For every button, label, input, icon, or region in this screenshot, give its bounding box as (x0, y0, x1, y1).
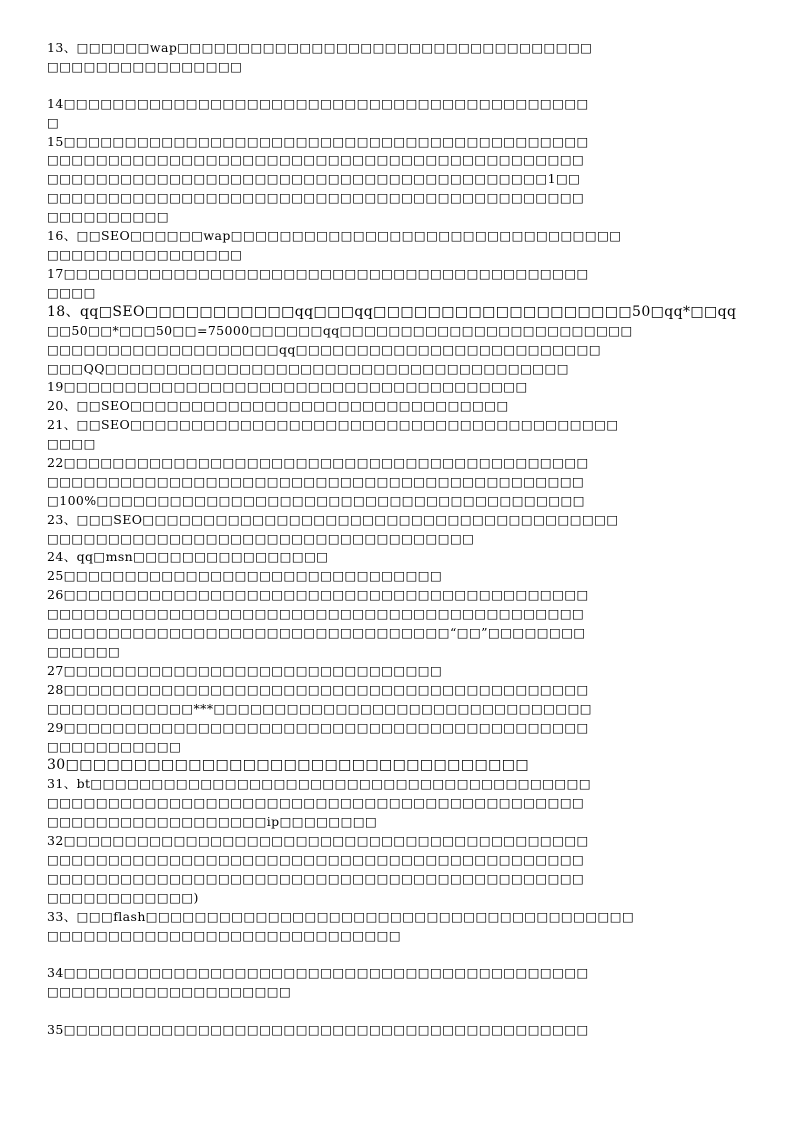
text-line: 24、qq□msn□□□□□□□□□□□□□□□□ (47, 549, 329, 564)
text-line: □□50□□*□□□50□□=75000□□□□□□qq□□□□□□□□□□□□□□□□□□□□□□□□ (47, 323, 633, 338)
text-line: 34□□□□□□□□□□□□□□□□□□□□□□□□□□□□□□□□□□□□□□□□□□□ (47, 965, 589, 980)
text-line: □□□□□□□□□□□□□□□□□□ip□□□□□□□□ (47, 814, 378, 829)
text-line: □□□QQ□□□□□□□□□□□□□□□□□□□□□□□□□□□□□□□□□□□□□□ (47, 361, 569, 376)
text-line: 25□□□□□□□□□□□□□□□□□□□□□□□□□□□□□□□ (47, 568, 443, 583)
text-line: □□□□□□□□□□□□***□□□□□□□□□□□□□□□□□□□□□□□□□□□□□□□ (47, 701, 592, 716)
text-line: 15□□□□□□□□□□□□□□□□□□□□□□□□□□□□□□□□□□□□□□□□□□□ (47, 134, 589, 149)
text-line: □□□□□□□□□□□□□□□□ (47, 59, 243, 74)
text-line: 29□□□□□□□□□□□□□□□□□□□□□□□□□□□□□□□□□□□□□□□□□□□ (47, 720, 589, 735)
text-line: □□□□ (47, 436, 96, 451)
text-line: □□□□□□□□□□□□□□□□ (47, 247, 243, 262)
text-line: □□□□□□□□□□□□□□□□□□□□□□□□□□□□□□□□□□□□□□□□□□□□ (47, 795, 585, 810)
text-line: □□□□□□□□□□□□□□□□□□□□□□□□□□□□□□□□□□□□□□□□□□□□ (47, 852, 585, 867)
text-line: □□□□□□□□□□□□□□□□□□□□□□□□□□□□□ (47, 928, 402, 943)
text-line: □□□□□□□□□□□□□□□□□□□□□□□□□□□□□□□□□□□□□□□□□□□□ (47, 474, 585, 489)
text-line: □□□□□□□□□□□□□□□□□□□□□□□□□□□□□□□□□□□□□□□□□□□□ (47, 190, 585, 205)
text-line: □□□□□□□□□□□□□□□□□□□□□□□□□□□□□□□□□“□□”□□□□□□□□ (47, 625, 586, 640)
text-line: 17□□□□□□□□□□□□□□□□□□□□□□□□□□□□□□□□□□□□□□□□□□□ (47, 266, 589, 281)
text-line: 16、□□SEO□□□□□□wap□□□□□□□□□□□□□□□□□□□□□□□□□□□□□□□□ (47, 228, 622, 243)
text-line: 18、qq□SEO□□□□□□□□□□□qq□□□qq□□□□□□□□□□□□□□□□□□□50□qq*□□qq (47, 304, 737, 320)
text-line: 14□□□□□□□□□□□□□□□□□□□□□□□□□□□□□□□□□□□□□□□□□□□ (47, 96, 589, 111)
text-line: 23、□□□SEO□□□□□□□□□□□□□□□□□□□□□□□□□□□□□□□□□□□□□□□ (47, 512, 619, 527)
text-line: 35□□□□□□□□□□□□□□□□□□□□□□□□□□□□□□□□□□□□□□□□□□□ (47, 1022, 589, 1037)
text-line: □□□□□□□□□□□□□□□□□□□qq□□□□□□□□□□□□□□□□□□□□□□□□□ (47, 342, 602, 357)
text-line: 27□□□□□□□□□□□□□□□□□□□□□□□□□□□□□□□ (47, 663, 443, 678)
text-line: □□□□□□□□□□□□□□□□□□□□□□□□□□□□□□□□□□□ (47, 531, 475, 546)
text-line: 22□□□□□□□□□□□□□□□□□□□□□□□□□□□□□□□□□□□□□□□□□□□ (47, 455, 589, 470)
text-line: □ (47, 115, 60, 130)
text-line: □□□□□□□□□□□□□□□□□□□□□□□□□□□□□□□□□□□□□□□□□□□□ (47, 871, 585, 886)
text-line: 32□□□□□□□□□□□□□□□□□□□□□□□□□□□□□□□□□□□□□□□□□□□ (47, 833, 589, 848)
text-line: □□□□□□□□□□□□□□□□□□□□□□□□□□□□□□□□□□□□□□□□□□□□ (47, 152, 585, 167)
text-line: 20、□□SEO□□□□□□□□□□□□□□□□□□□□□□□□□□□□□□□ (47, 398, 509, 413)
text-line: 21、□□SEO□□□□□□□□□□□□□□□□□□□□□□□□□□□□□□□□□□□□□□□□ (47, 417, 619, 432)
text-line: □□□□□□□□□□□□□□□□□□□□□□□□□□□□□□□□□□□□□□□□□1□□ (47, 171, 581, 186)
text-line: 30□□□□□□□□□□□□□□□□□□□□□□□□□□□□□□□□□□ (47, 757, 529, 773)
text-line: □□□□□□□□□□□□□□□□□□□□ (47, 984, 292, 999)
text-line: □□□□□□ (47, 644, 121, 659)
text-line: □100%□□□□□□□□□□□□□□□□□□□□□□□□□□□□□□□□□□□□□□□□ (47, 493, 585, 508)
text-line: □□□□□□□□□□ (47, 209, 170, 224)
text-line: □□□□ (47, 285, 96, 300)
text-line: 19□□□□□□□□□□□□□□□□□□□□□□□□□□□□□□□□□□□□□□ (47, 379, 528, 394)
text-line: 26□□□□□□□□□□□□□□□□□□□□□□□□□□□□□□□□□□□□□□□□□□□ (47, 587, 589, 602)
text-line: 31、bt□□□□□□□□□□□□□□□□□□□□□□□□□□□□□□□□□□□□□□□□□ (47, 776, 592, 791)
text-line: □□□□□□□□□□□ (47, 739, 182, 754)
text-line: 33、□□□flash□□□□□□□□□□□□□□□□□□□□□□□□□□□□□□□□□□□□□□□□ (47, 909, 635, 924)
text-line: 28□□□□□□□□□□□□□□□□□□□□□□□□□□□□□□□□□□□□□□□□□□□ (47, 682, 589, 697)
text-line: □□□□□□□□□□□□□□□□□□□□□□□□□□□□□□□□□□□□□□□□□□□□ (47, 606, 585, 621)
text-line: 13、□□□□□□wap□□□□□□□□□□□□□□□□□□□□□□□□□□□□□□□□□□ (47, 40, 593, 55)
text-line: □□□□□□□□□□□□) (47, 890, 199, 905)
